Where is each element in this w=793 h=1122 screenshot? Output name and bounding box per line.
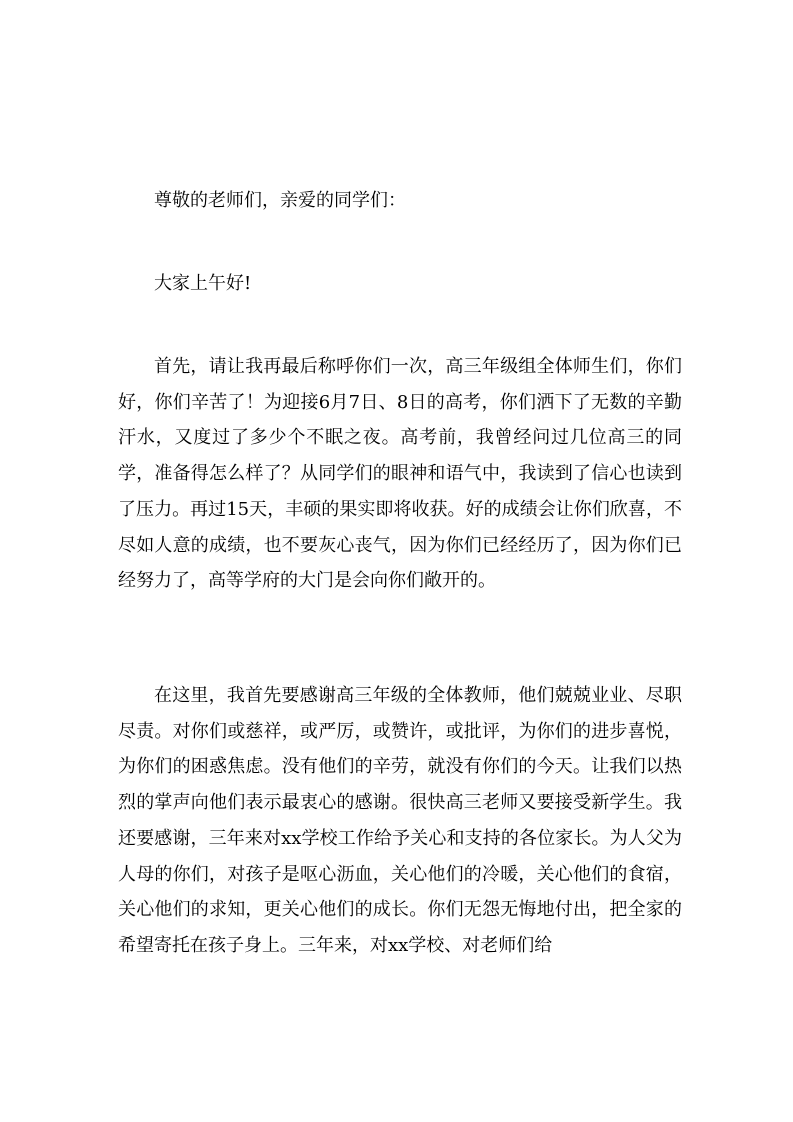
salutation-paragraph: 大家上午好! bbox=[154, 273, 252, 294]
greeting-paragraph: 尊敬的老师们，亲爱的同学们： bbox=[154, 190, 406, 211]
body-paragraph-1: 首先，请让我再最后称呼你们一次，高三年级组全体师生们，你们好，你们辛苦了！为迎接6月7日、8日的高考，你们洒下了无数的辛勤汗水，又度过了多少个不眠之夜。高考前，我曾经问过几位高三的同学，准备得怎么样了？从同学们的眼神和语气中，我读到了信心也读到了压力。再过15天，丰硕的果实即将收获。好的成绩会让你们欣喜，不尽如人意的成绩，也不要灰心丧气，因为你们已经经历了，因为你们已经努力了，高等学府的大门是会向你们敞开的。 bbox=[118, 356, 682, 592]
body-paragraph-2: 在这里，我首先要感谢高三年级的全体教师，他们兢兢业业、尽职尽责。对你们或慈祥，或严厉，或赞许，或批评，为你们的进步喜悦，为你们的困惑焦虑。没有他们的辛劳，就没有你们的今天。让我们以热烈的掌声向他们表示最衷心的感谢。很快高三老师又要接受新学生。我还要感谢，三年来对xx学校工作给予关心和支持的各位家长。为人父为人母的你们，对孩子是呕心沥血，关心他们的冷暖，关心他们的食宿，关心他们的求知，更关心他们的成长。你们无怨无悔地付出，把全家的希望寄托在孩子身上。三年来，对xx学校、对老师们给 bbox=[118, 685, 682, 956]
